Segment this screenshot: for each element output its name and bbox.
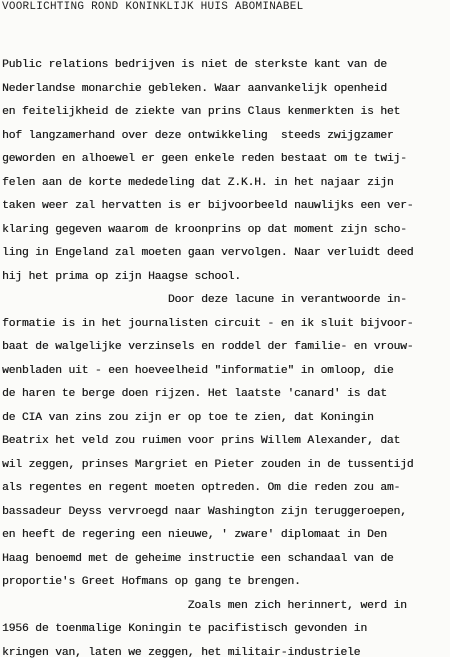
text-line: Public relations bedrijven is niet de sterkste kant van de [2,54,448,78]
text-line: 1956 de toenmalige Koningin te pacifistisch gevonden in [2,618,448,642]
text-line: ling in Engeland zal moeten gaan vervolgen. Naar verluidt deed [2,242,448,266]
text-line: de haren te berge doen rijzen. Het laatste 'canard' is dat [2,383,448,407]
text-line: als regentes en regent moeten optreden. Om die reden zou am- [2,477,448,501]
text-line: proportie's Greet Hofmans op gang te brengen. [2,571,448,595]
text-line: wil zeggen, prinses Margriet en Pieter zouden in de tussentijd [2,454,448,478]
text-line: Haag benoemd met de geheime instructie een schandaal van de [2,548,448,572]
text-line: Nederlandse monarchie gebleken. Waar aanvankelijk openheid [2,78,448,102]
text-line: taken weer zal hervatten is er bijvoorbeeld nauwlijks een ver- [2,195,448,219]
text-line: kringen van, laten we zeggen, het militair-industriele [2,642,448,665]
text-line: formatie is in het journalisten circuit - en ik sluit bijvoor- [2,313,448,337]
document-title: VOORLICHTING ROND KONINKLIJK HUIS ABOMINABEL [2,1,303,13]
text-line: bassadeur Deyss vervroegd naar Washington zijn teruggeroepen, [2,501,448,525]
text-line: hof langzamerhand over deze ontwikkeling steeds zwijgzamer [2,125,448,149]
text-line: en feitelijkheid de ziekte van prins Claus kenmerkten is het [2,101,448,125]
text-line: Beatrix het veld zou ruimen voor prins Willem Alexander, dat [2,430,448,454]
text-line: geworden en alhoewel er geen enkele reden bestaat om te twij- [2,148,448,172]
text-line: klaring gegeven waarom de kroonprins op dat moment zijn scho- [2,219,448,243]
text-line: Door deze lacune in verantwoorde in- [2,289,448,313]
text-line: de CIA van zins zou zijn er op toe te zien, dat Koningin [2,407,448,431]
text-line: baat de walgelijke verzinsels en roddel der familie- en vrouw- [2,336,448,360]
document-body [2,54,448,665]
text-line: felen aan de korte mededeling dat Z.K.H. in het najaar zijn [2,172,448,196]
text-line: hij het prima op zijn Haagse school. [2,266,448,290]
text-line: Zoals men zich herinnert, werd in [2,595,448,619]
text-line: wenbladen uit - een hoeveelheid "informatie" in omloop, die [2,360,448,384]
text-line: en heeft de regering een nieuwe, ' zware' diplomaat in Den [2,524,448,548]
